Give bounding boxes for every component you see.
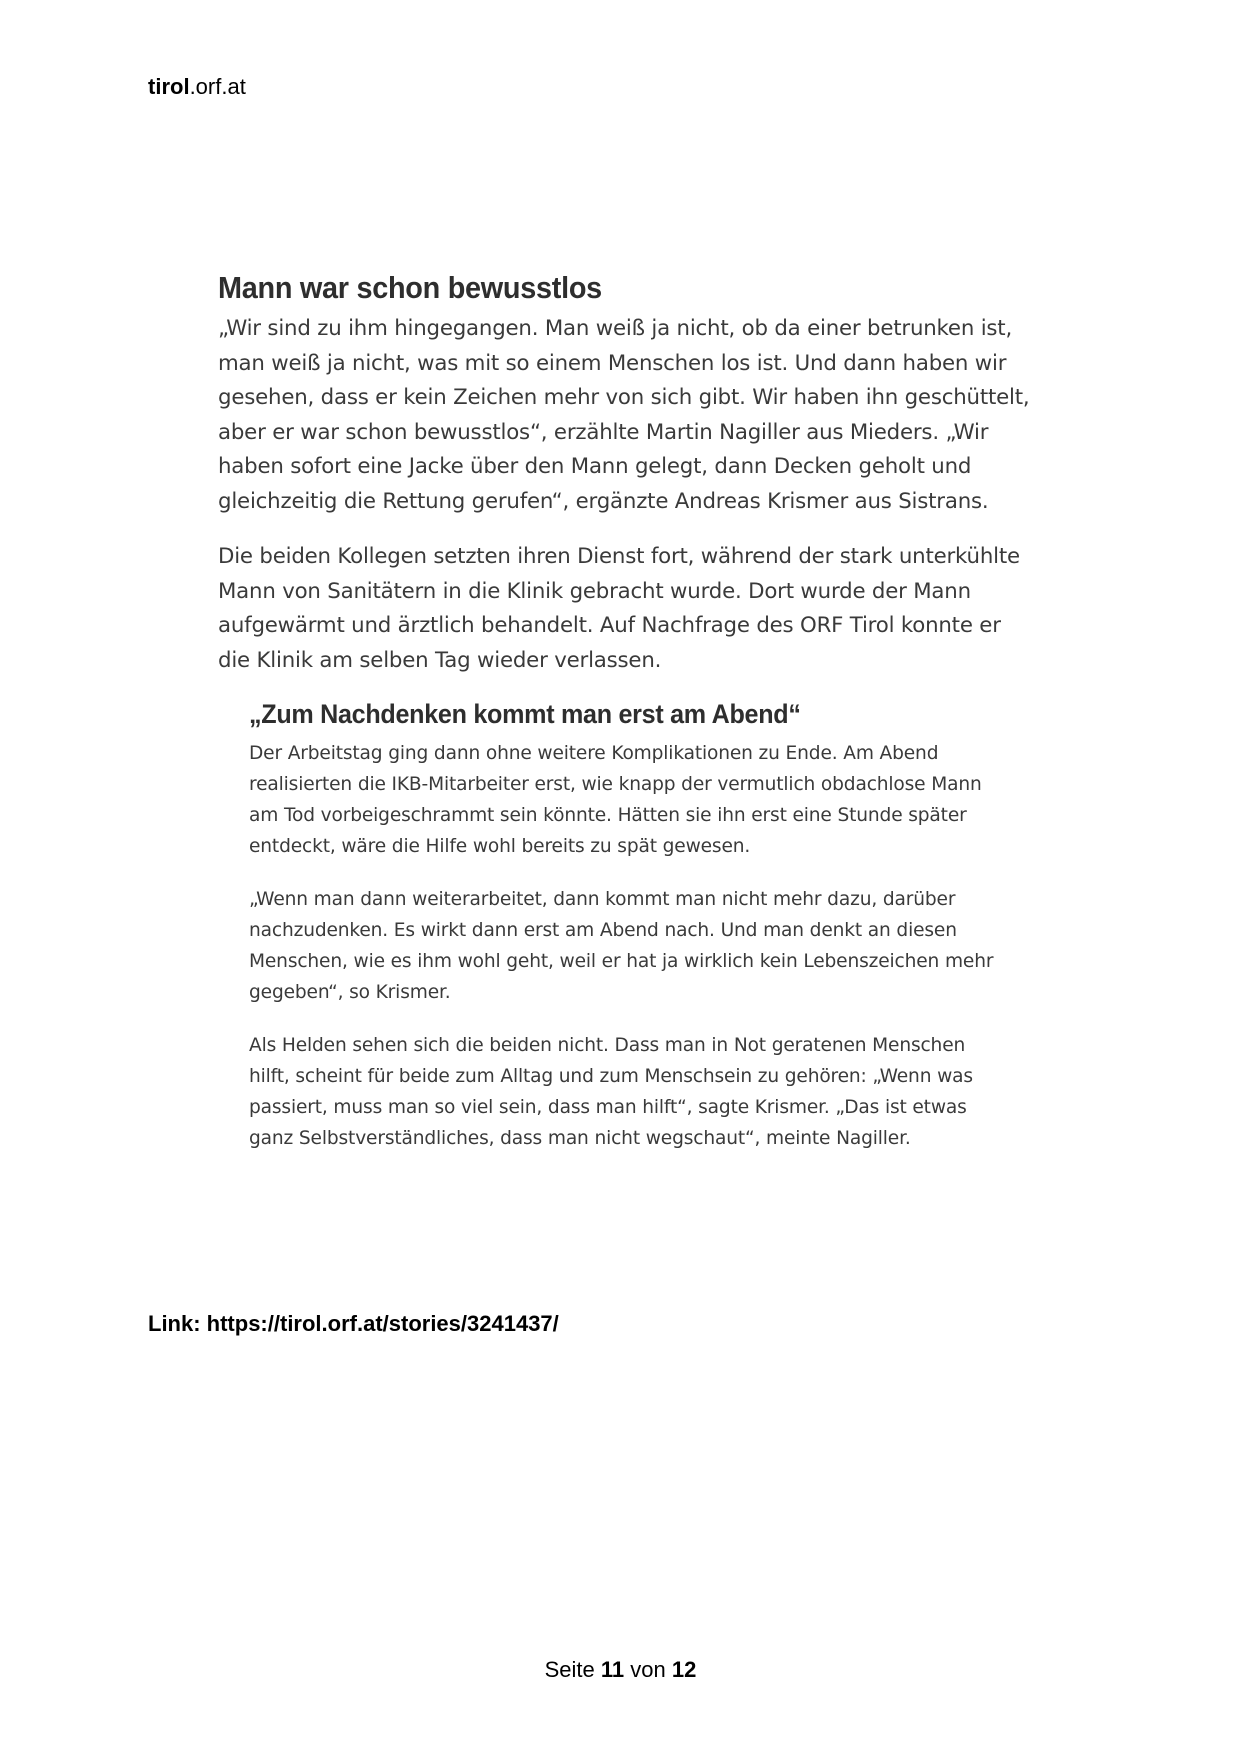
- article-screenshot: [218, 270, 1038, 1176]
- subsection-paragraph: „Wenn man dann weiterarbeitet, dann kommt man nicht mehr dazu, darüber nachzudenken. Es wirkt dann erst am Abend nach. Und man denkt an diesen Menschen, wie es ihm wohl geht, weil er hat ja wirklich kein Lebenszeichen mehr gegeben“, so Krismer.: [249, 889, 994, 1003]
- source-link-url[interactable]: https://tirol.orf.at/stories/3241437/: [206, 1311, 559, 1336]
- total-pages-number: 12: [671, 1657, 697, 1682]
- page-footer: [0, 1657, 1241, 1683]
- site-header: [148, 74, 246, 100]
- of-word: von: [630, 1657, 666, 1682]
- subsection-paragraph: Als Helden sehen sich die beiden nicht. Dass man in Not geratenen Menschen hilft, scheint für beide zum Alltag und zum Menschsein zu gehören: „Wenn was passiert, muss man so viel sein, dass man hilft“, sagte Krismer. „Das ist etwas ganz Selbstverständliches, dass man nicht wegschaut“, meinte Nagiller.: [249, 1035, 973, 1149]
- article-subsection: [249, 699, 1009, 1154]
- article-paragraph: Die beiden Kollegen setzten ihren Dienst fort, während der stark unterkühlte Mann von Sanitätern in die Klinik gebracht wurde. Dort wurde der Mann aufgewärmt und ärztlich behandelt. Auf Nachfrage des ORF Tirol konnte er die Klinik am selben Tag wieder verlassen.: [218, 544, 1020, 673]
- site-name-domain: .orf.at: [189, 74, 246, 99]
- section-heading: Mann war schon bewusstlos: [218, 270, 602, 305]
- site-name-bold: tirol: [148, 74, 190, 99]
- source-link-line: [148, 1311, 559, 1337]
- current-page-number: 11: [600, 1657, 625, 1682]
- page-word: Seite: [544, 1657, 595, 1682]
- source-link-label: Link:: [148, 1311, 207, 1336]
- subsection-paragraph: Der Arbeitstag ging dann ohne weitere Komplikationen zu Ende. Am Abend realisierten die IKB-Mitarbeiter erst, wie knapp der vermutlich obdachlose Mann am Tod vorbeigeschrammt sein könnte. Hätten sie ihn erst eine Stunde später entdeckt, wäre die Hilfe wohl bereits zu spät gewesen.: [249, 743, 982, 857]
- article-paragraph: „Wir sind zu ihm hingegangen. Man weiß ja nicht, ob da einer betrunken ist, man weiß ja nicht, was mit so einem Menschen los ist. Und dann haben wir gesehen, dass er kein Zeichen mehr von sich gibt. Wir haben ihn geschüttelt, aber er war schon bewusstlos“, erzählte Martin Nagiller aus Mieders. „Wir haben sofort eine Jacke über den Mann gelegt, dann Decken geholt und gleichzeitig die Rettung gerufen“, ergänzte Andreas Krismer aus Sistrans.: [218, 316, 1030, 514]
- subsection-heading: „Zum Nachdenken kommt man erst am Abend“: [249, 699, 801, 729]
